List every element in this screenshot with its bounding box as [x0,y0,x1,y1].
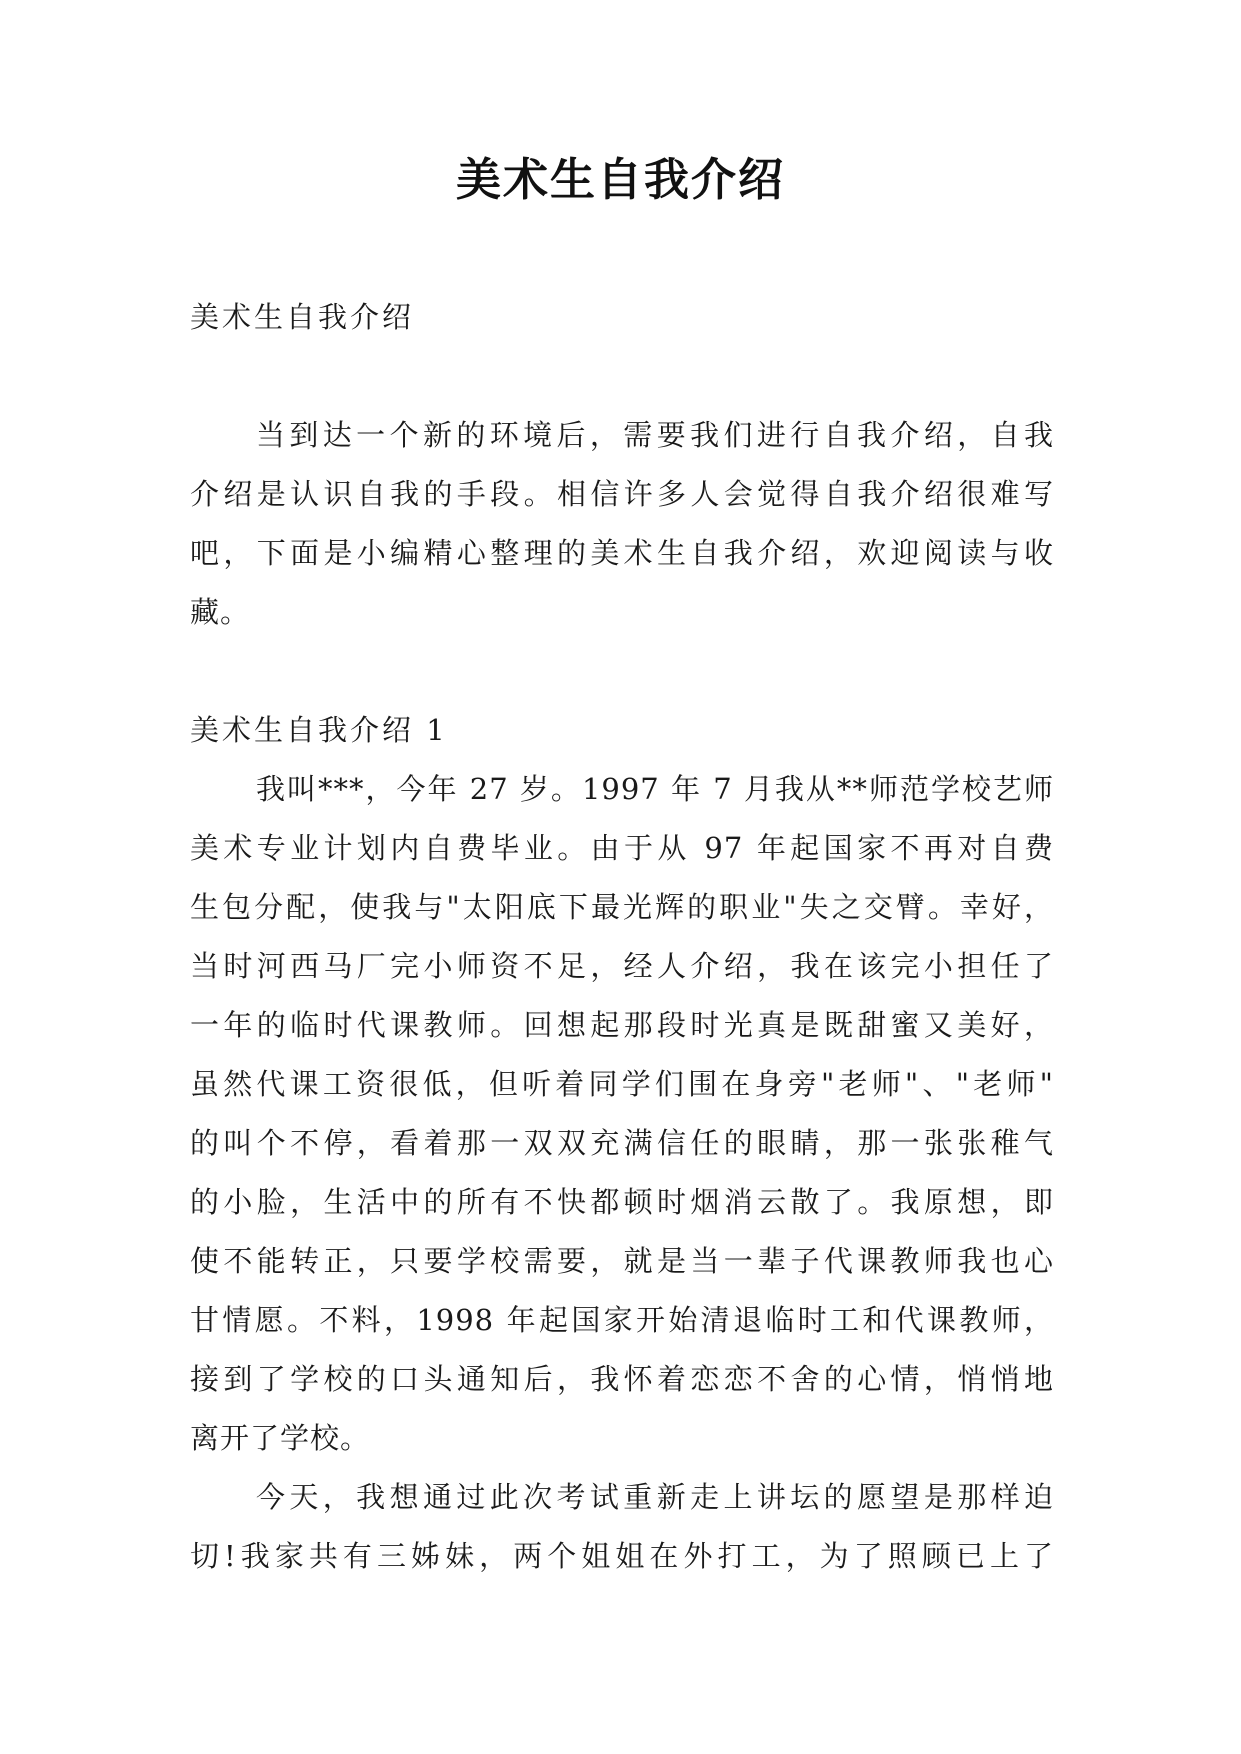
text-line: 接到了学校的口头通知后，我怀着恋恋不舍的心情，悄悄地 [190,1362,1054,1396]
text-line: 藏。 [190,595,251,629]
text-line: 离开了学校。 [190,1421,371,1455]
intro-paragraph [190,406,1054,642]
blank-line [190,347,1054,406]
text-line: 今天，我想通过此次考试重新走上讲坛的愿望是那样迫 [256,1480,1054,1514]
subtitle-line: 美术生自我介绍 [190,300,415,334]
text-line: 生包分配，使我与"太阳底下最光辉的职业"失之交臂。幸好， [190,890,1054,924]
text-line: 虽然代课工资很低，但听着同学们围在身旁"老师"、"老师" [190,1067,1054,1101]
text-line: 吧，下面是小编精心整理的美术生自我介绍，欢迎阅读与收 [190,536,1054,570]
section1-paragraph-1 [190,760,1054,1468]
text-line: 我叫***，今年 27 岁。1997 年 7 月我从**师范学校艺师 [256,772,1054,806]
section-heading: 美术生自我介绍 1 [190,713,448,747]
document-body [190,288,1054,1586]
text-line: 使不能转正，只要学校需要，就是当一辈子代课教师我也心 [190,1244,1054,1278]
text-line: 的小脸，生活中的所有不快都顿时烟消云散了。我原想，即 [190,1185,1054,1219]
text-line: 介绍是认识自我的手段。相信许多人会觉得自我介绍很难写 [190,477,1054,511]
text-line: 一年的临时代课教师。回想起那段时光真是既甜蜜又美好， [190,1008,1054,1042]
text-line: 当时河西马厂完小师资不足，经人介绍，我在该完小担任了 [190,949,1054,983]
text-line: 切!我家共有三姊妹，两个姐姐在外打工，为了照顾已上了 [190,1539,1054,1573]
text-line: 当到达一个新的环境后，需要我们进行自我介绍，自我 [256,418,1054,452]
text-line: 甘情愿。不料，1998 年起国家开始清退临时工和代课教师， [190,1303,1054,1337]
document-title: 美术生自我介绍 [455,153,785,206]
text-line: 的叫个不停，看着那一双双充满信任的眼睛，那一张张稚气 [190,1126,1054,1160]
text-line: 美术专业计划内自费毕业。由于从 97 年起国家不再对自费 [190,831,1054,865]
section1-paragraph-2 [190,1468,1054,1586]
blank-line [190,642,1054,701]
